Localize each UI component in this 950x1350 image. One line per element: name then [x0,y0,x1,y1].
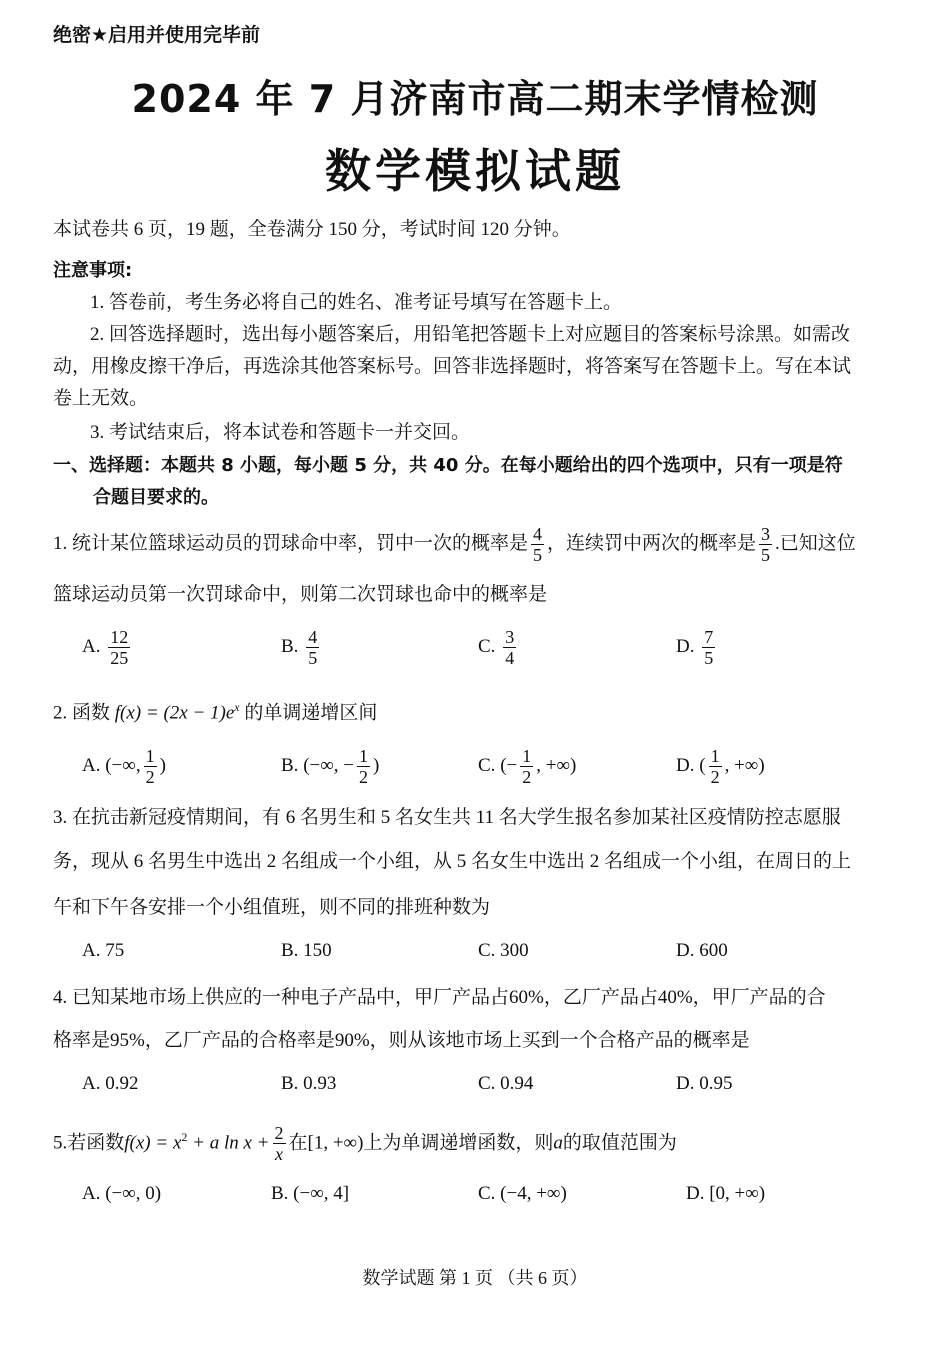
exam-subtitle: 数学模拟试题 [325,144,625,198]
q4-option-c: C. 0.94 [478,1073,534,1094]
q1-d-num: 7 [704,627,714,647]
question-3-stem-line-2: 务，现从 6 名男生中选出 2 名组成一个小组，从 5 名女生中选出 2 名组成一个小组，在周日的上 [53,851,852,872]
q5-text-1: 5.若函数 [53,1132,125,1154]
q2-function: f(x) = (2x − 1)e [114,702,235,724]
q1-b-den: 5 [308,648,318,668]
note-item-2-line-2: 动，用橡皮擦干净后，再选涂其他答案标号。回答非选择题时，将答案写在答题卡上。写在本试 [53,356,852,377]
q5-option-a: A. (−∞, 0) [82,1183,162,1204]
q5-text-2: 在[1, +∞)上为单调递增函数，则 [288,1132,554,1154]
q5-variable: a [553,1132,563,1154]
q2-option-b [281,746,379,787]
note-item-2-line-3: 卷上无效。 [53,388,149,409]
q2-option-c [478,746,576,787]
q1-text-3: .已知这位 [775,533,856,554]
q2-b-left: (−∞, − [303,754,354,776]
q2-b-right: ) [373,754,380,776]
q4-option-b: B. 0.93 [281,1073,337,1094]
q3-option-d: D. 600 [676,940,728,961]
q3-option-b: B. 150 [281,940,332,961]
q1-option-b-fraction [306,627,319,668]
confidential-label: 绝密★启用并使用完毕前 [53,24,261,46]
q1-d-den: 5 [704,648,714,668]
q1-fraction-1-num: 4 [533,524,543,545]
q2-c-right: , +∞) [536,754,577,776]
q2-d-den: 2 [710,767,720,787]
q2-b-num: 1 [359,746,368,766]
section-1-heading-cont: 合题目要求的。 [93,487,219,508]
q5-text-3: 的取值范围为 [562,1132,677,1154]
q1-option-a-fraction [108,627,130,668]
exam-title: 2024 年 7 月济南市高二期末学情检测 [131,77,819,121]
question-5-stem [53,1115,903,1165]
q1-c-den: 4 [505,648,515,668]
intro-text: 本试卷共 6 页，19 题，全卷满分 150 分，考试时间 120 分钟。 [53,219,571,240]
q1-option-c-label: C. [478,635,496,657]
q5-function-2: + a ln x + [187,1132,270,1154]
q2-c-fraction [520,746,533,787]
q1-option-c-fraction [503,627,516,668]
q4-option-d: D. 0.95 [676,1073,733,1094]
q2-a-left: (−∞, [105,754,141,776]
q1-a-den: 25 [110,648,129,668]
q5-option-c: C. (−4, +∞) [478,1183,567,1204]
q1-a-num: 12 [110,627,129,647]
q4-option-a: A. 0.92 [82,1073,139,1094]
q1-text-1: 1. 统计某位篮球运动员的罚球命中率，罚中一次的概率是 [53,533,529,554]
q2-c-den: 2 [522,767,532,787]
q2-b-den: 2 [359,767,368,787]
q5-function: f(x) = x [124,1132,182,1154]
q2-d-num: 1 [710,746,720,766]
q2-d-fraction [709,746,722,787]
q1-b-num: 4 [308,627,318,647]
q1-fraction-1-den: 5 [533,545,543,566]
q5-fraction-den: x [275,1144,283,1165]
q2-c-num: 1 [522,746,532,766]
q2-option-a [82,746,166,787]
q1-option-d [676,627,718,668]
q2-a-fraction [144,746,157,787]
q2-exponent: x [234,700,240,714]
q5-option-d: D. [0, +∞) [686,1183,766,1204]
q1-option-a [82,627,133,668]
q3-option-a: A. 75 [82,940,125,961]
note-item-1: 1. 答卷前，考生务必将自己的姓名、准考证号填写在答题卡上。 [90,292,623,313]
q1-option-a-label: A. [82,635,101,657]
q2-option-a-label: A. [82,754,101,776]
q1-option-b-label: B. [281,635,299,657]
q1-fraction-2-den: 5 [761,545,771,566]
q2-a-den: 2 [145,767,155,787]
q1-option-d-label: D. [676,635,695,657]
q2-a-num: 1 [145,746,155,766]
question-2-stem [53,692,903,728]
notes-heading: 注意事项: [53,260,133,281]
question-1-stem [53,522,903,566]
q2-b-fraction [357,746,370,787]
section-1-heading: 一、选择题：本题共 8 小题，每小题 5 分，共 40 分。在每小题给出的四个选项中，只有一项是符 [53,455,843,476]
page-footer: 数学试题 第 1 页 （共 6 页） [362,1268,588,1288]
question-3-stem-line-1: 3. 在抗击新冠疫情期间，有 6 名男生和 5 名女生共 11 名大学生报名参加某社区疫情防控志愿服 [53,807,841,828]
q5-fraction-num: 2 [274,1123,284,1144]
q2-text-1: 2. 函数 [53,702,111,724]
question-3-stem-line-3: 午和下午各安排一个小组值班，则不同的排班种数为 [53,897,491,918]
q1-text-2: ，连续罚中两次的概率是 [547,533,757,554]
q1-option-d-fraction [702,627,715,668]
q2-option-c-label: C. [478,754,496,776]
question-4-stem-line-2: 格率是95%，乙厂产品的合格率是90%，则从该地市场上买到一个合格产品的概率是 [53,1030,750,1051]
q1-option-b [281,627,322,668]
q5-fraction [273,1123,286,1164]
question-1-stem-line-2: 篮球运动员第一次罚球命中，则第二次罚球也命中的概率是 [53,584,548,605]
q1-option-c [478,627,519,668]
question-4-stem-line-1: 4. 已知某地市场上供应的一种电子产品中，甲厂产品占60%，乙厂产品占40%，甲厂产品的合 [53,987,826,1008]
q2-option-b-label: B. [281,754,299,776]
q1-fraction-2-num: 3 [761,524,771,545]
q1-c-num: 3 [505,627,515,647]
note-item-2-line-1: 2. 回答选择题时，选出每小题答案后，用铅笔把答题卡上对应题目的答案标号涂黑。如需改 [90,324,851,345]
q2-text-2: 的单调递增区间 [244,702,378,724]
q2-d-right: , +∞) [724,754,765,776]
q2-d-left: ( [699,754,706,776]
q5-option-b: B. (−∞, 4] [271,1183,350,1204]
q3-option-c: C. 300 [478,940,529,961]
q5-exponent: 2 [181,1130,188,1144]
q2-c-left: (− [500,754,518,776]
q2-option-d [676,746,765,787]
note-item-3: 3. 考试结束后，将本试卷和答题卡一并交回。 [90,422,471,443]
q1-fraction-1 [531,524,544,565]
q1-fraction-2 [759,524,772,565]
q2-a-right: ) [159,754,166,776]
q2-option-d-label: D. [676,754,695,776]
